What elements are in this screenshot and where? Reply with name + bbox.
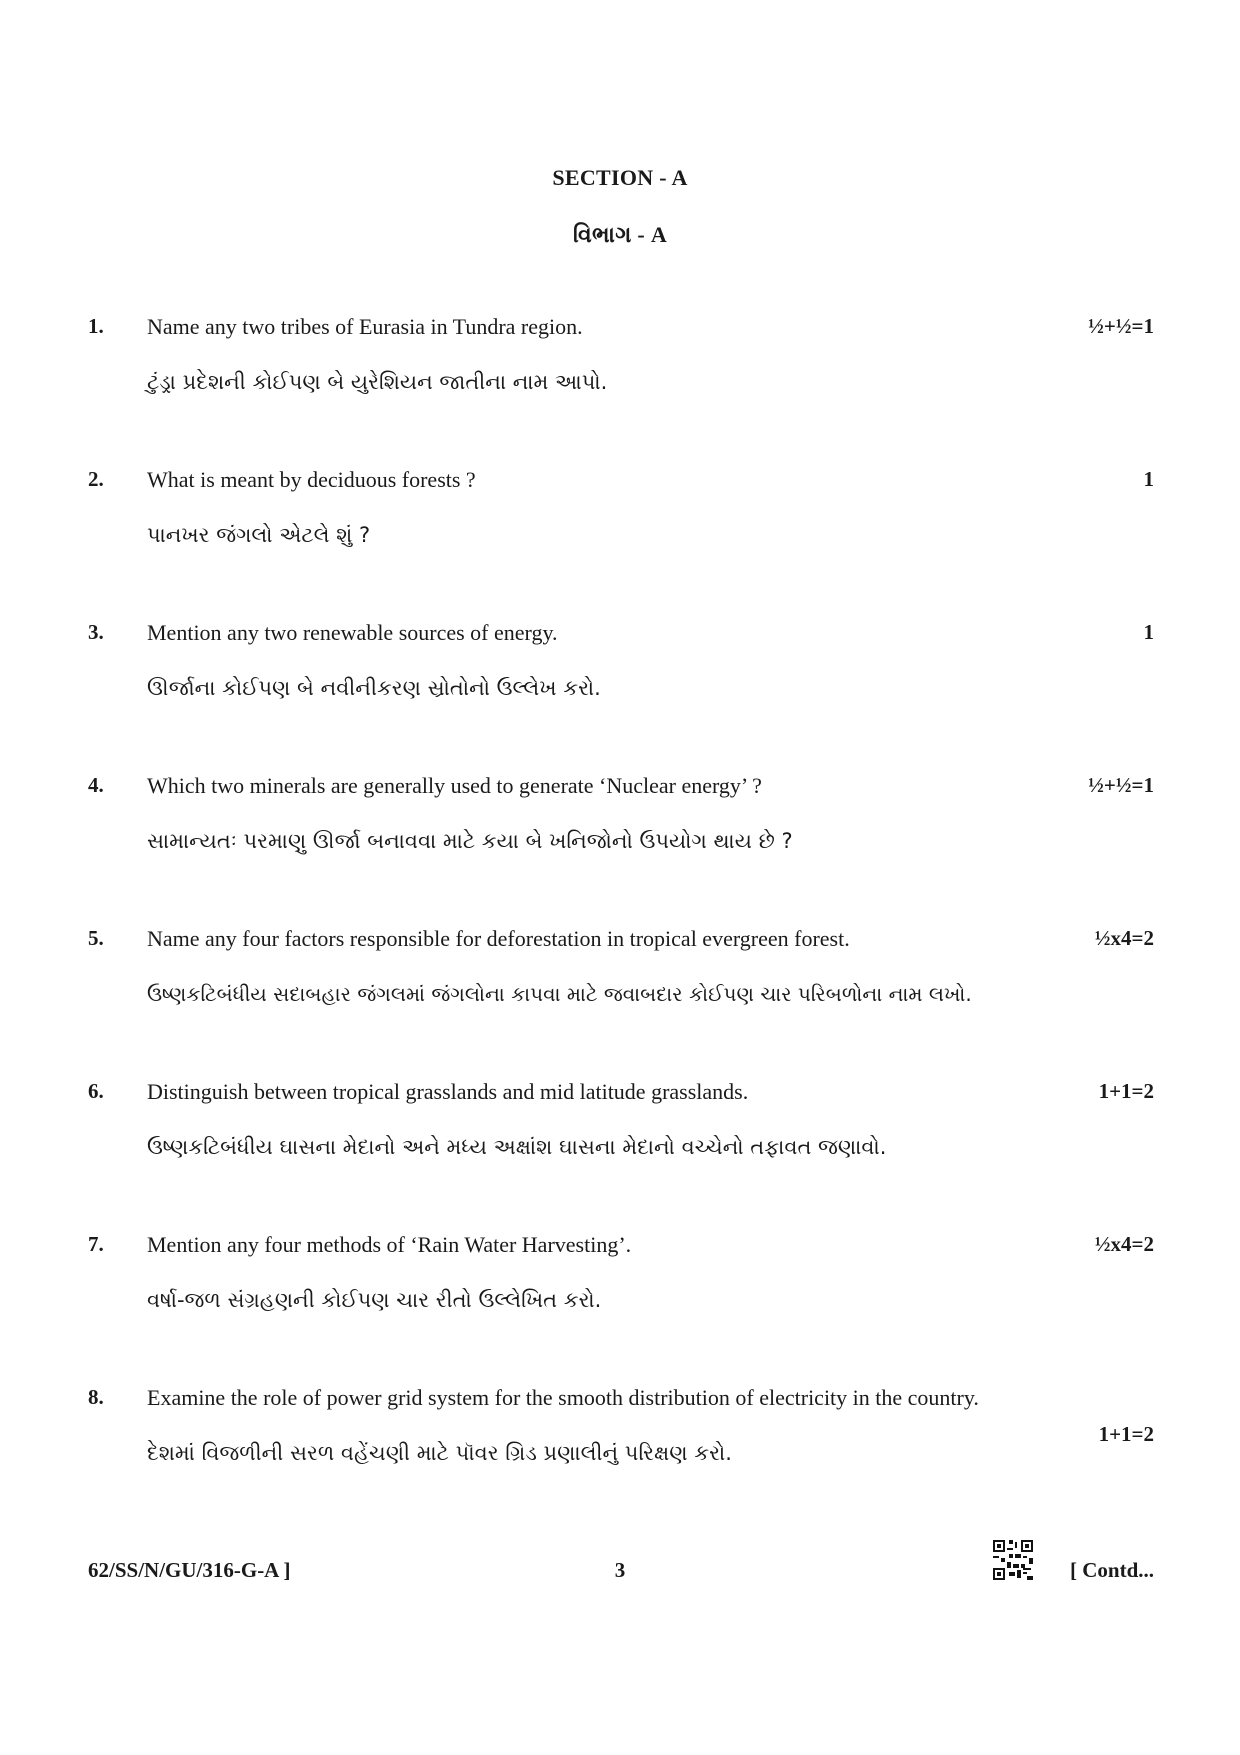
question-text-gu: ટુંડ્રા પ્રદેશની કોઈપણ બે યુરેશિયન જાતીના નામ આપો. [147, 370, 608, 394]
question-text-gu: ઉષ્ણકટિબંધીય ઘાસના મેદાનો અને મધ્ય અક્ષાંશ ઘાસના મેદાનો વચ્ચેનો તફાવત જણાવો. [147, 1135, 887, 1159]
question-number: 1. [88, 314, 104, 338]
question-number: 6. [88, 1079, 104, 1103]
question-marks: ½+½=1 [1088, 773, 1154, 797]
question-marks: ½x4=2 [1094, 1232, 1154, 1256]
question-number: 5. [88, 926, 104, 950]
question-text-en: Examine the role of power grid system for the smooth distribution of electricity in the country. [147, 1385, 979, 1410]
page-number: 3 [614, 1558, 626, 1582]
question-text-gu: દેશમાં વિજળીની સરળ વહેંચણી માટે પૉવર ગ્રિડ પ્રણાલીનું પરિક્ષણ કરો. [147, 1441, 732, 1465]
question-number: 8. [88, 1385, 104, 1409]
question-marks: 1 [1143, 467, 1154, 491]
question-marks: 1 [1143, 620, 1154, 644]
question-text-gu: પાનખર જંગલો એટલે શું ? [147, 523, 371, 547]
question-marks: ½+½=1 [1088, 314, 1154, 338]
question-text-en: Distinguish between tropical grasslands and mid latitude grasslands. [147, 1079, 749, 1104]
paper-code: 62/SS/N/GU/316-G-A ] [88, 1558, 291, 1582]
question-number: 7. [88, 1232, 104, 1256]
question-text-en: Name any two tribes of Eurasia in Tundra region. [147, 314, 583, 339]
question-number: 3. [88, 620, 104, 644]
section-title-en: SECTION - A [552, 165, 688, 190]
question-number: 2. [88, 467, 104, 491]
question-text-en: What is meant by deciduous forests ? [147, 467, 476, 492]
question-text-en: Mention any four methods of ‘Rain Water Harvesting’. [147, 1232, 632, 1257]
continued-label: [ Contd... [1069, 1558, 1154, 1582]
question-text-en: Name any four factors responsible for deforestation in tropical evergreen forest. [147, 926, 850, 951]
question-text-en: Mention any two renewable sources of energy. [147, 620, 558, 645]
question-text-gu: ઉષ્ણકટિબંધીય સદાબહાર જંગલમાં જંગલોના કાપવા માટે જવાબદાર કોઈપણ ચાર પરિબળોના નામ લખો. [147, 982, 972, 1006]
section-title-gu: વિભાગ - A [572, 222, 668, 247]
question-text-gu: વર્ષા-જળ સંગ્રહણની કોઈપણ ચાર રીતો ઉલ્લેખિત કરો. [147, 1288, 602, 1312]
question-marks: 1+1=2 [1098, 1422, 1154, 1446]
question-marks: 1+1=2 [1098, 1079, 1154, 1103]
question-text-gu: ઊર્જાના કોઈપણ બે નવીનીકરણ સ્રોતોનો ઉલ્લેખ કરો. [147, 676, 601, 700]
qr-code-icon [993, 1540, 1033, 1580]
question-text-gu: સામાન્યતઃ પરમાણુ ઊર્જા બનાવવા માટે કયા બે ખનિજોનો ઉપયોગ થાય છે ? [147, 829, 793, 853]
question-marks: ½x4=2 [1094, 926, 1154, 950]
question-text-en: Which two minerals are generally used to generate ‘Nuclear energy’ ? [147, 773, 762, 798]
question-number: 4. [88, 773, 104, 797]
